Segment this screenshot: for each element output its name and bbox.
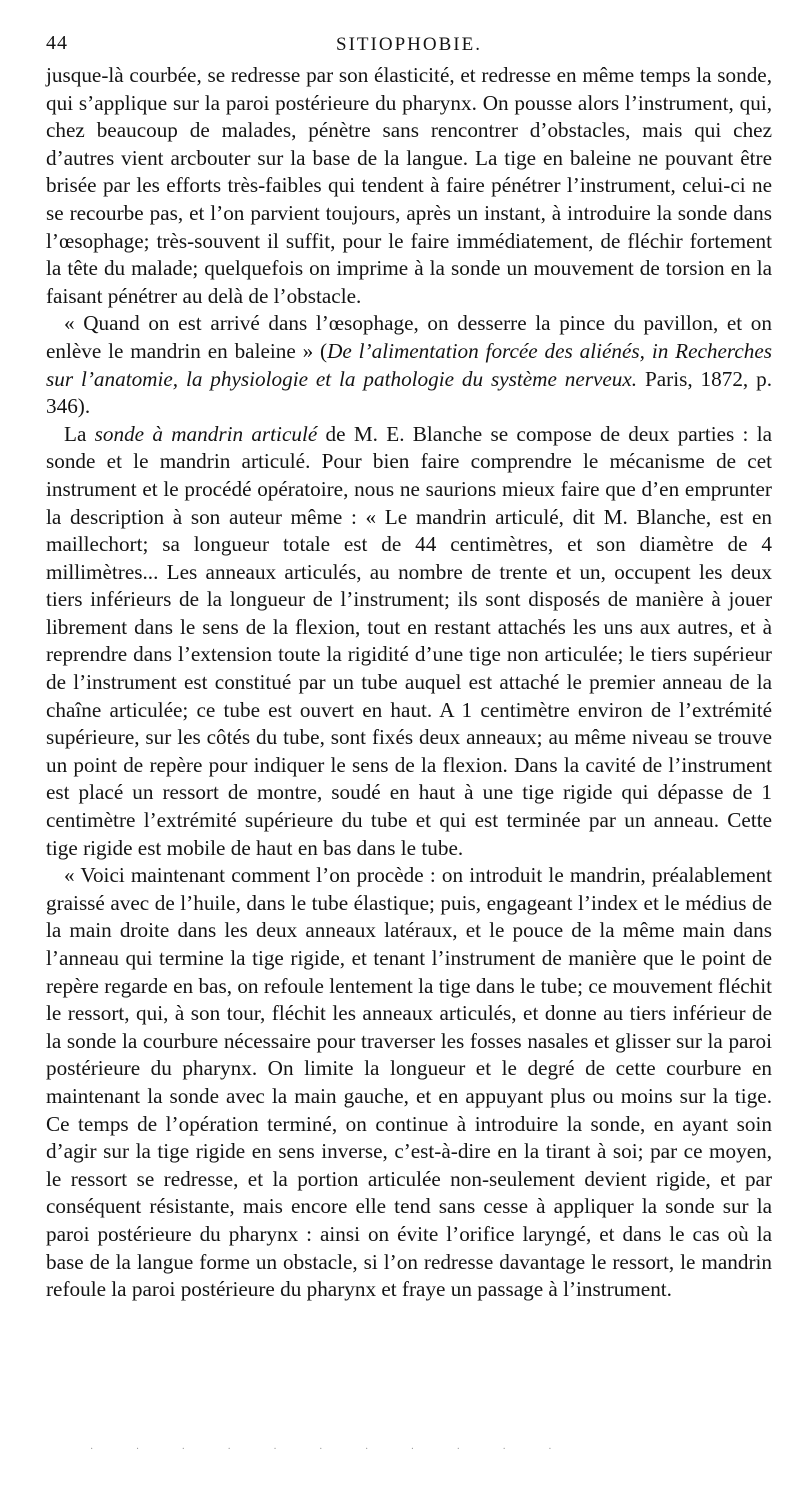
citation-title: De l’alimentation forcée des aliénés, in Recherches sur l’anatomie, la physiologie et la pathologie du système nerveux. <box>46 338 772 391</box>
citation-end: Paris, 1872, p. 346). <box>46 366 772 419</box>
page-header <box>46 28 772 62</box>
footer-scan-marks: · · · · · · · · · · · <box>90 1444 572 1455</box>
paragraph-2-text: « Quand on est arrivé dans l’œsophage, on desserre la pince du pavillon, et on enlève le mandrin en baleine » ( <box>46 311 772 363</box>
paragraph-4: « Voici maintenant comment l’on procède : on introduit le mandrin, préalablement graissé avec de l’huile, dans le tube élastique; puis, engageant l’index et le médius de la main droite dans les deux anneaux latéraux, et le pouce de la même main dans l’anneau qui termine la tige rigide, et tenant l’instrument de manière que le point de repère regarde en bas, on refoule lentement la tige dans le tube; ce mouvement fléchit le ressort, qui, à son tour, fléchit les anneaux articulés, et donne au tiers inférieur de la sonde la courbure nécessaire pour traverser les fosses nasales et glisser sur la paroi postérieure du pharynx. On limite la longueur et le degré de cette courbure en maintenant la sonde avec la main gauche, et en appuyant plus ou moins sur la tige. Ce temps de l’opération terminé, on continue à introduire la sonde, en ayant soin d’agir sur la tige rigide en sens inverse, c’est-à-dire en la tirant à soi; par ce moyen, le ressort se redresse, et la portion articulée non-seulement devient rigide, et par conséquent résistante, mais encore elle tend sans cesse à appliquer la sonde sur la paroi postérieure du pharynx : ainsi on évite l’orifice laryngé, et dans le cas où la base de la langue forme un obstacle, si l’on redresse davantage le ressort, le mandrin refoule la paroi postérieure du pharynx et fraye un passage à l’instrument. <box>46 863 772 1302</box>
paragraph-3-text: de M. E. Blanche se compose de deux parties : la sonde et le mandrin articulé. Pour bien faire comprendre le mécanisme de cet instrument et le procédé opératoire, nous ne saurions mieux faire que d’en emprunter la description à son auteur même : « Le mandrin articulé, dit M. Blanche, est en maillechort; sa longueur totale est de 44 centimètres, et son diamètre de 4 millimètres... Les anneaux articulés, au nombre de trente et un, occupent les deux tiers inférieurs de la longueur de l’instrument; ils sont disposés de manière à jouer librement dans le sens de la flexion, tout en restant attachés les uns aux autres, et à reprendre dans l’extension toute la rigidité d’une tige non articulée; le tiers supérieur de l’instrument est constitué par un tube auquel est attaché le premier anneau de la chaîne articulée; ce tube est ouvert en haut. A 1 centimètre environ de l’extrémité supérieure, sur les côtés du tube, sont fixés deux anneaux; au même niveau se trouve un point de repère pour indiquer le sens de la flexion. Dans la cavité de l’instrument est placé un ressort de montre, soudé en haut à une tige rigide qui dépasse de 1 centimètre l’extrémité supérieure du tube et qui est terminée par un anneau. Cette tige rigide est mobile de haut en bas dans le tube. <box>46 421 773 860</box>
page-number: 44 <box>46 32 68 54</box>
paragraph-3-lead: La <box>64 421 95 446</box>
body-text <box>46 62 772 1304</box>
paragraph-3 <box>46 421 772 863</box>
paragraph-2 <box>46 310 772 420</box>
paragraph-1: jusque-là courbée, se redresse par son élasticité, et redresse en même temps la sonde, qui s’applique sur la paroi postérieure du pharynx. On pousse alors l’instrument, qui, chez beaucoup de malades, pénètre sans rencontrer d’obstacles, mais qui chez d’autres vient arcbouter sur la base de la langue. La tige en baleine ne pouvant être brisée par les efforts très-faibles qui tendent à faire pénétrer l’instrument, celui-ci ne se recourbe pas, et l’on parvient toujours, après un instant, à introduire la sonde dans l’œsophage; très-souvent il suffit, pour le faire immédiatement, de fléchir fortement la tête du malade; quelquefois on imprime à la sonde un mouvement de torsion en la faisant pénétrer au delà de l’obstacle. <box>46 63 772 308</box>
running-title: SITIOPHOBIE. <box>336 34 482 55</box>
instrument-name: sonde à mandrin articulé <box>94 421 318 446</box>
